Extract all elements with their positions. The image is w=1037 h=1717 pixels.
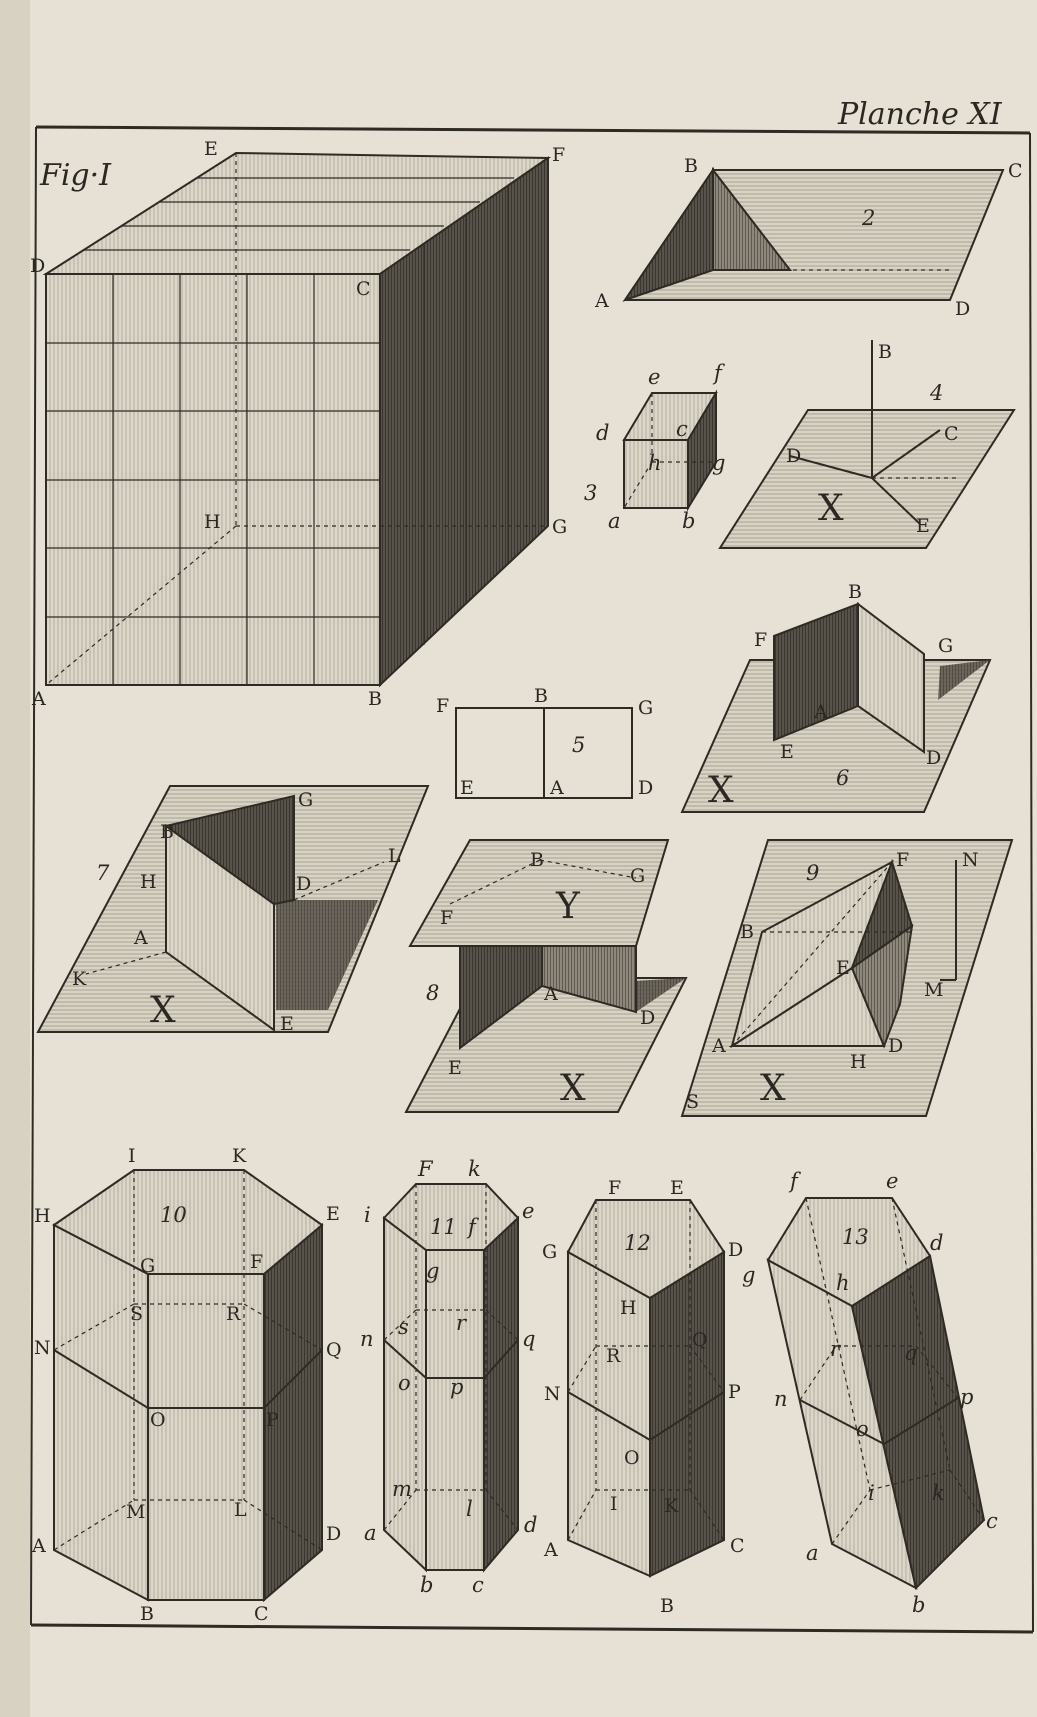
figure-5-label-D: D: [638, 777, 654, 799]
figure-7-label-E: E: [280, 1013, 294, 1035]
figure-10-label-M: M: [126, 1501, 146, 1523]
figure-13-label-h: h: [836, 1271, 850, 1295]
figure-10-label-E: E: [326, 1203, 340, 1225]
figure-1-number: Fig·I: [40, 158, 112, 193]
figure-7-number: 7: [96, 861, 110, 885]
figure-12-label-G: G: [542, 1241, 558, 1263]
figure-2-label-B: B: [684, 155, 698, 177]
figure-9-label-E: E: [836, 957, 850, 979]
figure-10-label-S: S: [130, 1303, 144, 1325]
figure-4-label-C: C: [944, 423, 959, 445]
figure-3-label-c: c: [676, 417, 688, 441]
figure-12-label-P: P: [728, 1381, 741, 1403]
figure-13-label-b: b: [912, 1593, 926, 1617]
figure-10-label-D: D: [326, 1523, 342, 1545]
figure-11-label-k: k: [468, 1157, 481, 1181]
figure-4-label-B: B: [878, 341, 892, 363]
figure-3-label-d: d: [596, 421, 610, 445]
figure-5-label-F: F: [436, 695, 450, 717]
figure-5-label-A: A: [550, 777, 564, 799]
figure-13-label-a: a: [806, 1541, 819, 1565]
figure-9-label-B: B: [740, 921, 754, 943]
figure-12-label-B: B: [660, 1595, 674, 1617]
figure-10-label-A: A: [32, 1535, 46, 1557]
figure-9-label-F: F: [896, 849, 910, 871]
figure-8-label-Y: Y: [556, 886, 580, 927]
figure-6-label-X: X: [708, 770, 734, 811]
figure-10-label-C: C: [254, 1603, 269, 1625]
figure-7-label-K: K: [72, 968, 87, 990]
figure-6-label-B: B: [848, 581, 862, 603]
figure-11-label-b: b: [420, 1573, 434, 1597]
figure-12-label-H: H: [620, 1297, 637, 1319]
figure-2-number: 2: [862, 206, 876, 230]
figure-3-label-a: a: [608, 509, 621, 533]
figure-12-label-K: K: [664, 1495, 679, 1517]
figure-4-number: 4: [930, 381, 944, 405]
figure-1-label-D: D: [30, 255, 46, 277]
figure-11-label-s: s: [398, 1315, 409, 1339]
figure-12-number: 12: [624, 1231, 651, 1255]
figure-13-label-p: p: [960, 1385, 974, 1409]
figure-12-label-R: R: [606, 1345, 621, 1367]
figure-12-label-C: C: [730, 1535, 745, 1557]
figure-10-label-I: I: [128, 1145, 136, 1167]
figure-6-number: 6: [836, 766, 850, 790]
figure-1-label-B: B: [368, 688, 382, 710]
figure-4-label-E: E: [916, 515, 930, 537]
figure-11-hexagonal-prism: [360, 1157, 537, 1597]
figure-13-label-r: r: [830, 1337, 841, 1361]
figure-4-label-X: X: [818, 488, 844, 529]
figure-11-label-q: q: [522, 1327, 536, 1351]
figure-12-label-N: N: [544, 1383, 561, 1405]
figure-2-label-D: D: [955, 298, 971, 320]
figure-13-label-f: f: [790, 1169, 798, 1193]
figure-5-label-G: G: [638, 697, 654, 719]
figure-2-label-A: A: [595, 290, 609, 312]
figure-10-label-K: K: [232, 1145, 247, 1167]
figure-6-label-E: E: [780, 741, 794, 763]
figure-11-label-g: g: [426, 1259, 440, 1283]
figure-1-label-E: E: [204, 138, 218, 160]
figure-5-number: 5: [572, 733, 586, 757]
figure-3-label-b: b: [682, 509, 696, 533]
figure-10-label-R: R: [226, 1303, 241, 1325]
figure-11-label-o: o: [398, 1371, 411, 1395]
figure-9-label-A: A: [712, 1035, 726, 1057]
figure-10-label-P: P: [266, 1409, 279, 1431]
figure-11-label-h: i: [364, 1203, 371, 1227]
figure-7-label-L: L: [388, 845, 401, 867]
figure-8-label-G: G: [630, 865, 646, 887]
figure-5-label-E: E: [460, 777, 474, 799]
figure-7-label-H: H: [140, 871, 157, 893]
figure-10-hexagonal-prism: [31, 1145, 342, 1625]
figure-8-label-A: A: [544, 983, 558, 1005]
figure-10-label-B: B: [140, 1603, 154, 1625]
figure-12-label-A: A: [544, 1539, 558, 1561]
figure-13-label-k: k: [932, 1481, 945, 1505]
figure-2-label-C: C: [1008, 160, 1023, 182]
figure-1-label-F: F: [552, 144, 566, 166]
plate-title: Planche XI: [838, 97, 1002, 132]
figure-1-label-A: A: [32, 688, 46, 710]
figure-13-label-q: q: [904, 1341, 918, 1365]
figure-11-label-c: c: [472, 1573, 484, 1597]
figure-12-label-O: O: [624, 1447, 640, 1469]
figure-8-label-E: E: [448, 1057, 462, 1079]
figure-13-label-e: e: [886, 1169, 899, 1193]
figure-9-label-D: D: [888, 1035, 904, 1057]
figure-10-label-H: H: [34, 1205, 51, 1227]
figure-9-label-M: M: [924, 979, 944, 1001]
figure-11-label-d: d: [524, 1513, 538, 1537]
figure-3-label-h: h: [648, 451, 662, 475]
figure-11-label-f: f: [468, 1215, 476, 1239]
figure-10-label-O: O: [150, 1409, 166, 1431]
figure-11-label-p: p: [450, 1375, 464, 1399]
figure-6-label-A: A: [814, 701, 828, 723]
figure-7-label-B: B: [160, 821, 174, 843]
figure-11-label-e: e: [522, 1199, 535, 1223]
figure-13-label-g: g: [742, 1263, 756, 1287]
figure-8-label-B: B: [530, 849, 544, 871]
figure-10-label-Q: Q: [326, 1339, 342, 1361]
figure-12-label-I: I: [610, 1493, 618, 1515]
figure-9-label-X: X: [760, 1068, 786, 1109]
figure-12-label-Q: Q: [692, 1329, 708, 1351]
figure-11-label-n: n: [360, 1327, 374, 1351]
figure-10-label-F: F: [250, 1251, 264, 1273]
figure-9-label-N: N: [962, 849, 979, 871]
figure-1-label-H: H: [204, 511, 221, 533]
figure-13-label-o: o: [856, 1417, 869, 1441]
figure-7-label-X: X: [150, 990, 176, 1031]
figure-13-label-d: d: [930, 1231, 944, 1255]
figure-9-label-H: H: [850, 1051, 867, 1073]
figure-4-label-D: D: [786, 445, 802, 467]
figure-12-label-F: F: [608, 1177, 622, 1199]
figure-8-label-F: F: [440, 907, 454, 929]
figure-13-label-n: n: [774, 1387, 788, 1411]
figure-9-number: 9: [806, 861, 820, 885]
figure-6-label-F: F: [754, 629, 768, 651]
figure-1-label-G: G: [552, 516, 568, 538]
figure-13-label-c: c: [986, 1509, 998, 1533]
figure-13-label-i: i: [868, 1481, 875, 1505]
figure-10-number: 10: [160, 1203, 187, 1227]
figure-8-label-X: X: [560, 1068, 586, 1109]
figure-1-label-C: C: [356, 278, 371, 300]
figure-11-label-i: F: [418, 1157, 433, 1181]
figure-5-label-B: B: [534, 685, 548, 707]
figure-10-label-G: G: [140, 1255, 156, 1277]
figure-3-label-g: g: [712, 451, 726, 475]
figure-10-label-L: L: [234, 1499, 247, 1521]
figure-3-label-f: f: [714, 361, 722, 385]
figure-12-label-D: D: [728, 1239, 744, 1261]
figure-3-number: 3: [584, 481, 598, 505]
figure-11-label-r: r: [456, 1311, 467, 1335]
figure-7-label-A: A: [134, 927, 148, 949]
figure-11-label-l: l: [466, 1497, 473, 1521]
figure-9-label-S: S: [686, 1091, 700, 1113]
figure-3-label-e: e: [648, 365, 661, 389]
figure-12-label-E: E: [670, 1177, 684, 1199]
figure-6-label-D: D: [926, 747, 942, 769]
figure-8-label-D: D: [640, 1007, 656, 1029]
figure-11-number: 11: [430, 1215, 457, 1239]
figure-8-number: 8: [426, 981, 440, 1005]
figure-6-label-G: G: [938, 635, 954, 657]
figure-7-label-D: D: [296, 873, 312, 895]
figure-13-number: 13: [842, 1225, 869, 1249]
figure-10-label-N: N: [34, 1337, 51, 1359]
figure-7-label-G: G: [298, 789, 314, 811]
figure-11-label-m: m: [392, 1477, 412, 1501]
figure-11-label-a: a: [364, 1521, 377, 1545]
